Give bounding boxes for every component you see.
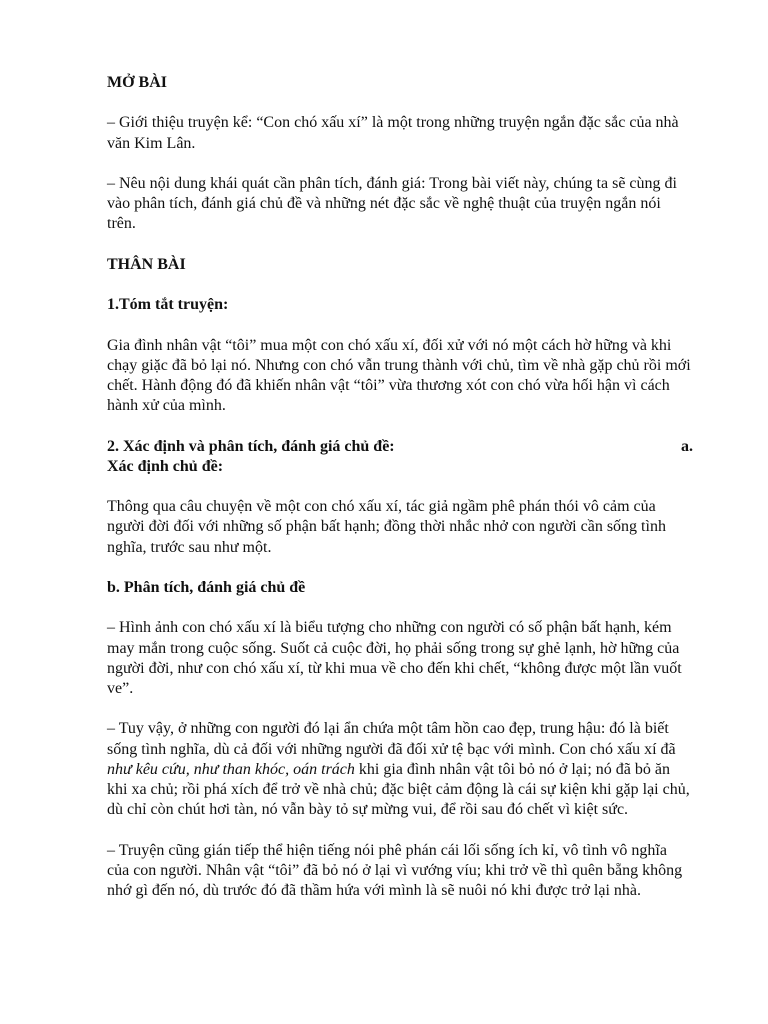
heading-theme-sub-a: Xác định chủ đề:	[107, 457, 224, 475]
paragraph-theme-b-2-italic: như kêu cứu, như than khóc, oán trách	[107, 760, 355, 778]
paragraph-theme-b-3: – Truyện cũng gián tiếp thể hiện tiếng nói phê phán cái lối sống ích kỉ, vô tình vô nghĩa của con người. Nhân vật “tôi” đã bỏ nó ở lại vì vướng víu; khi trở về thì quên bẵng không nhớ gì đến nó, dù trước đó đã thầm hứa với mình là sẽ nuôi nó khi được trở lại nhà.	[107, 841, 683, 899]
paragraph-theme-b-2	[107, 719, 693, 820]
heading-theme-title: 2. Xác định và phân tích, đánh giá chủ đề:	[107, 437, 395, 455]
paragraph-theme-b-1: – Hình ảnh con chó xấu xí là biểu tượng cho những con người có số phận bất hạnh, kém may mắn trong cuộc sống. Suốt cả cuộc đời, họ phải sống trong sự ghẻ lạnh, hờ hững của người đời, như con chó xấu xí, từ khi mua về cho đến khi chết, “không được một lần vuốt ve”.	[107, 619, 682, 697]
heading-theme-marker-a: a.	[681, 437, 693, 455]
document-page	[107, 73, 693, 921]
paragraph-summary: Gia đình nhân vật “tôi” mua một con chó xấu xí, đối xử với nó một cách hờ hững và khi chạy giặc đã bỏ lại nó. Nhưng con chó vẫn trung thành với chủ, tìm về nhà gặp chủ rồi mới chết. Hành động đó đã khiến nhân vật “tôi” vừa thương xót con chó vừa hối hận vì cách hành xử của mình.	[107, 336, 691, 415]
heading-theme	[107, 437, 693, 477]
paragraph-theme-b-2-start: – Tuy vậy, ở những con người đó lại ẩn chứa một tâm hồn cao đẹp, trung hậu: đó là biết sống tình nghĩa, dù cả đối với những người đã đối xử tệ bạc với mình. Con chó xấu xí đã	[107, 720, 676, 758]
paragraph-theme-a: Thông qua câu chuyện về một con chó xấu xí, tác giả ngầm phê phán thói vô cảm của người đời đối với những số phận bất hạnh; đồng thời nhắc nhở con người cần sống tình nghĩa, trước sau như một.	[107, 498, 666, 556]
heading-mo-bai: MỞ BÀI	[107, 74, 167, 91]
heading-summary: 1.Tóm tắt truyện:	[107, 296, 229, 314]
paragraph-intro-2: – Nêu nội dung khái quát cần phân tích, đánh giá: Trong bài viết này, chúng ta sẽ cùng đi vào phân tích, đánh giá chủ đề và những nét đặc sắc về nghệ thuật của truyện ngắn nói trên.	[107, 174, 677, 233]
paragraph-theme-b-2-end: khi gia đình nhân vật tôi bỏ nó ở lại; nó đã bỏ ăn khi xa chủ; rồi phá xích để trở về nhà chủ; đặc biệt cảm động là cái sự kiện khi gặp lại chủ, dù chỉ còn chút hơi tàn, nó vẫn bày tỏ sự mừng vui, để rồi sau đó chết vì kiệt sức.	[107, 760, 690, 819]
heading-than-bai: THÂN BÀI	[107, 255, 186, 273]
paragraph-intro-1: – Giới thiệu truyện kể: “Con chó xấu xí” là một trong những truyện ngắn đặc sắc của nhà văn Kim Lân.	[107, 114, 679, 152]
heading-theme-b: b. Phân tích, đánh giá chủ đề	[107, 578, 306, 596]
